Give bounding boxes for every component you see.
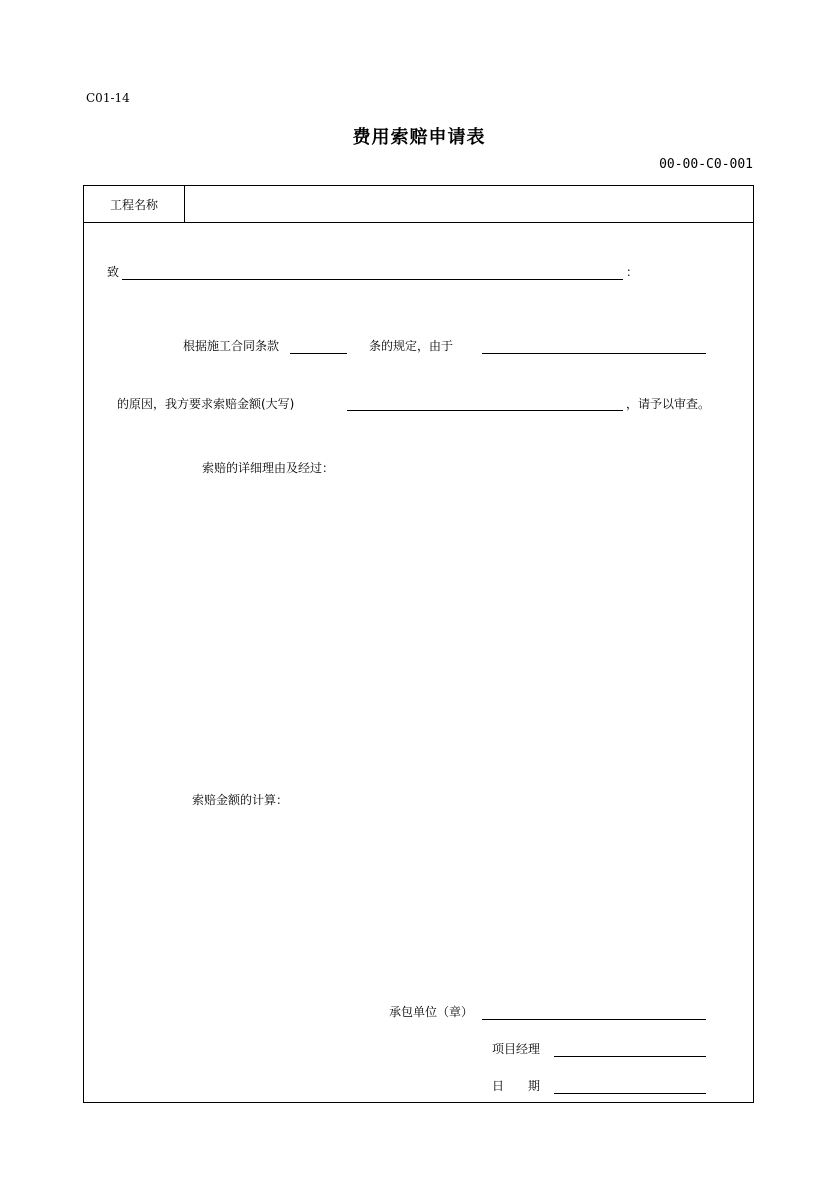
to-prefix: 致	[107, 265, 120, 279]
reason-line-prefix: 的原因，我方要求索赔金额(大写)	[117, 397, 295, 411]
to-underline	[122, 279, 623, 280]
amount-underline	[347, 410, 623, 411]
page-title: 费用索赔申请表	[352, 127, 486, 148]
form-frame	[83, 185, 754, 1103]
clause-underline	[290, 353, 347, 354]
header-column-divider	[184, 185, 185, 222]
reason-underline	[482, 353, 706, 354]
reason-line-suffix: ，请予以审查。	[626, 397, 711, 411]
header-row-divider	[83, 222, 754, 223]
project-name-label: 工程名称	[109, 198, 158, 212]
document-number: 00-00-C0-001	[659, 157, 753, 172]
manager-label: 项目经理	[492, 1042, 541, 1056]
contractor-underline	[482, 1019, 706, 1020]
contractor-label: 承包单位（章）	[389, 1005, 474, 1019]
clause-mid: 条的规定，由于	[369, 339, 454, 353]
date-underline	[554, 1093, 706, 1094]
detail-label: 索赔的详细理由及经过：	[202, 461, 335, 475]
calc-label: 索赔金额的计算：	[192, 793, 289, 807]
to-suffix: ：	[626, 265, 639, 279]
manager-underline	[554, 1056, 706, 1057]
date-label: 日 期	[492, 1079, 541, 1093]
clause-prefix: 根据施工合同条款	[183, 339, 280, 353]
form-code: C01-14	[86, 91, 130, 105]
